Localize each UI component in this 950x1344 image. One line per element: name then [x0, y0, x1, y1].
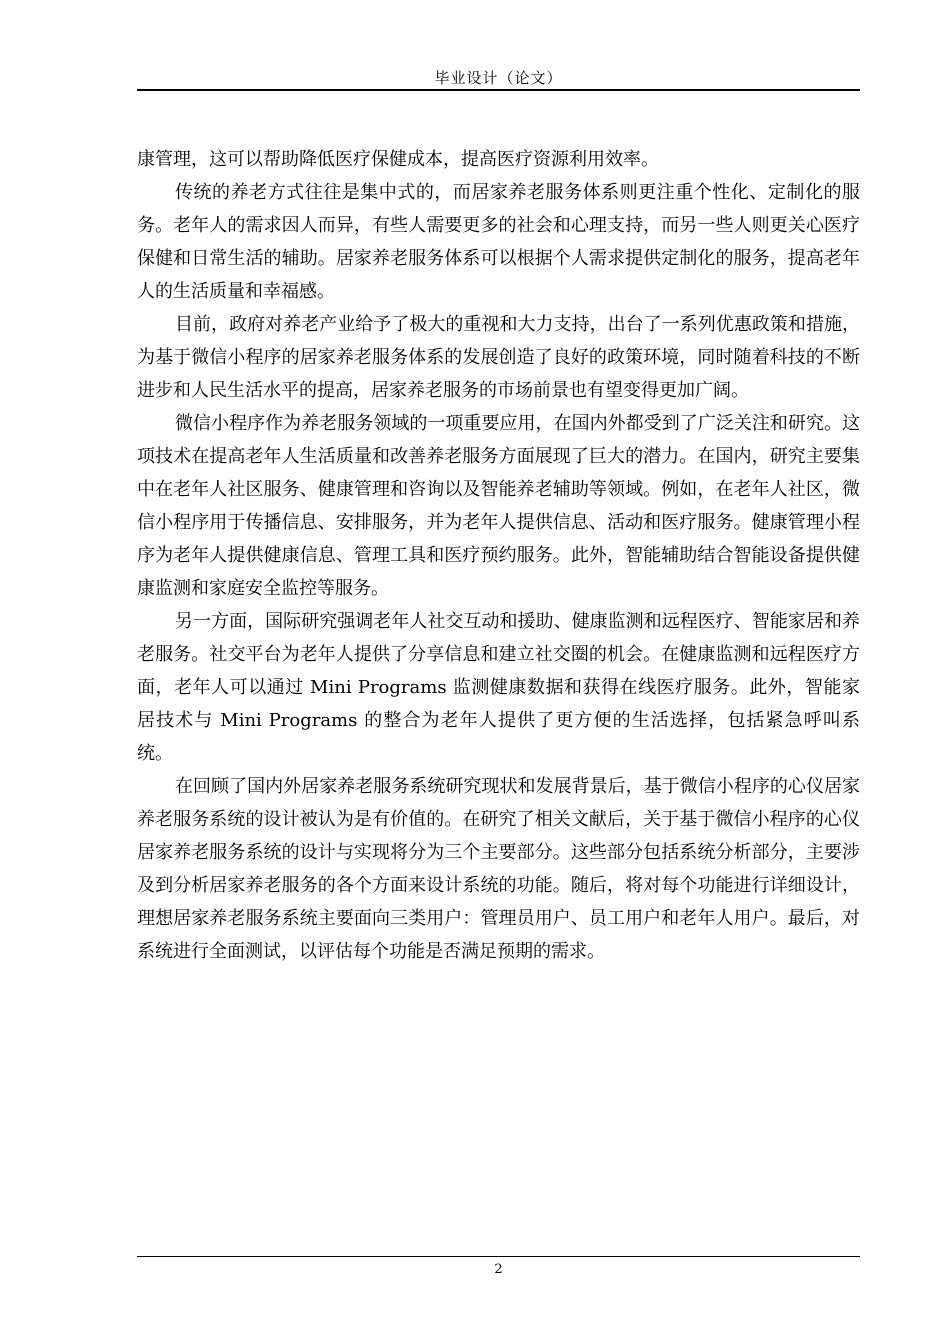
paragraph-system-design-overview: 在回顾了国内外居家养老服务系统研究现状和发展背景后，基于微信小程序的心仪居家养老服务系统的设计被认为是有价值的。在研究了相关文献后，关于基于微信小程序的心仪居家养老服务系统的设计与实现将分为三个主要部分。这些部分包括系统分析部分，主要涉及到分析居家养老服务的各个方面来设计系统的功能。随后，将对每个功能进行详细设计，理想居家养老服务系统主要面向三类用户：管理员用户、员工用户和老年人用户。最后，对系统进行全面测试，以评估每个功能是否满足预期的需求。	[137, 776, 860, 962]
paragraph-international-research: 另一方面，国际研究强调老年人社交互动和援助、健康监测和远程医疗、智能家居和养老服务。社交平台为老年人提供了分享信息和建立社交圈的机会。在健康监测和远程医疗方面，老年人可以通过 Mini Programs 监测健康数据和获得在线医疗服务。此外，智能家居技术与 Mini Programs 的整合为老年人提供了更方便的生活选择，包括紧急呼叫系统。	[137, 611, 860, 764]
paragraph-traditional-care: 传统的养老方式往往是集中式的，而居家养老服务体系则更注重个性化、定制化的服务。老年人的需求因人而异，有些人需要更多的社会和心理支持，而另一些人则更关心医疗保健和日常生活的辅助。居家养老服务体系可以根据个人需求提供定制化的服务，提高老年人的生活质量和幸福感。	[137, 182, 860, 302]
paragraph-domestic-research: 微信小程序作为养老服务领域的一项重要应用，在国内外都受到了广泛关注和研究。这项技术在提高老年人生活质量和改善养老服务方面展现了巨大的潜力。在国内，研究主要集中在老年人社区服务、健康管理和咨询以及智能养老辅助等领域。例如，在老年人社区，微信小程序用于传播信息、安排服务，并为老年人提供信息、活动和医疗服务。健康管理小程序为老年人提供健康信息、管理工具和医疗预约服务。此外，智能辅助结合智能设备提供健康监测和家庭安全监控等服务。	[137, 413, 860, 599]
footer-divider	[137, 1256, 860, 1257]
paragraph-government-support: 目前，政府对养老产业给予了极大的重视和大力支持，出台了一系列优惠政策和措施，为基于微信小程序的居家养老服务体系的发展创造了良好的政策环境，同时随着科技的不断进步和人民生活水平的提高，居家养老服务的市场前景也有望变得更加广阔。	[137, 314, 860, 401]
document-body	[137, 143, 860, 968]
paragraph-continuation: 康管理，这可以帮助降低医疗保健成本，提高医疗资源利用效率。	[137, 149, 659, 170]
page-header-title: 毕业设计（论文）	[434, 69, 563, 87]
header-divider	[137, 89, 860, 91]
page-number: 2	[494, 1262, 503, 1277]
